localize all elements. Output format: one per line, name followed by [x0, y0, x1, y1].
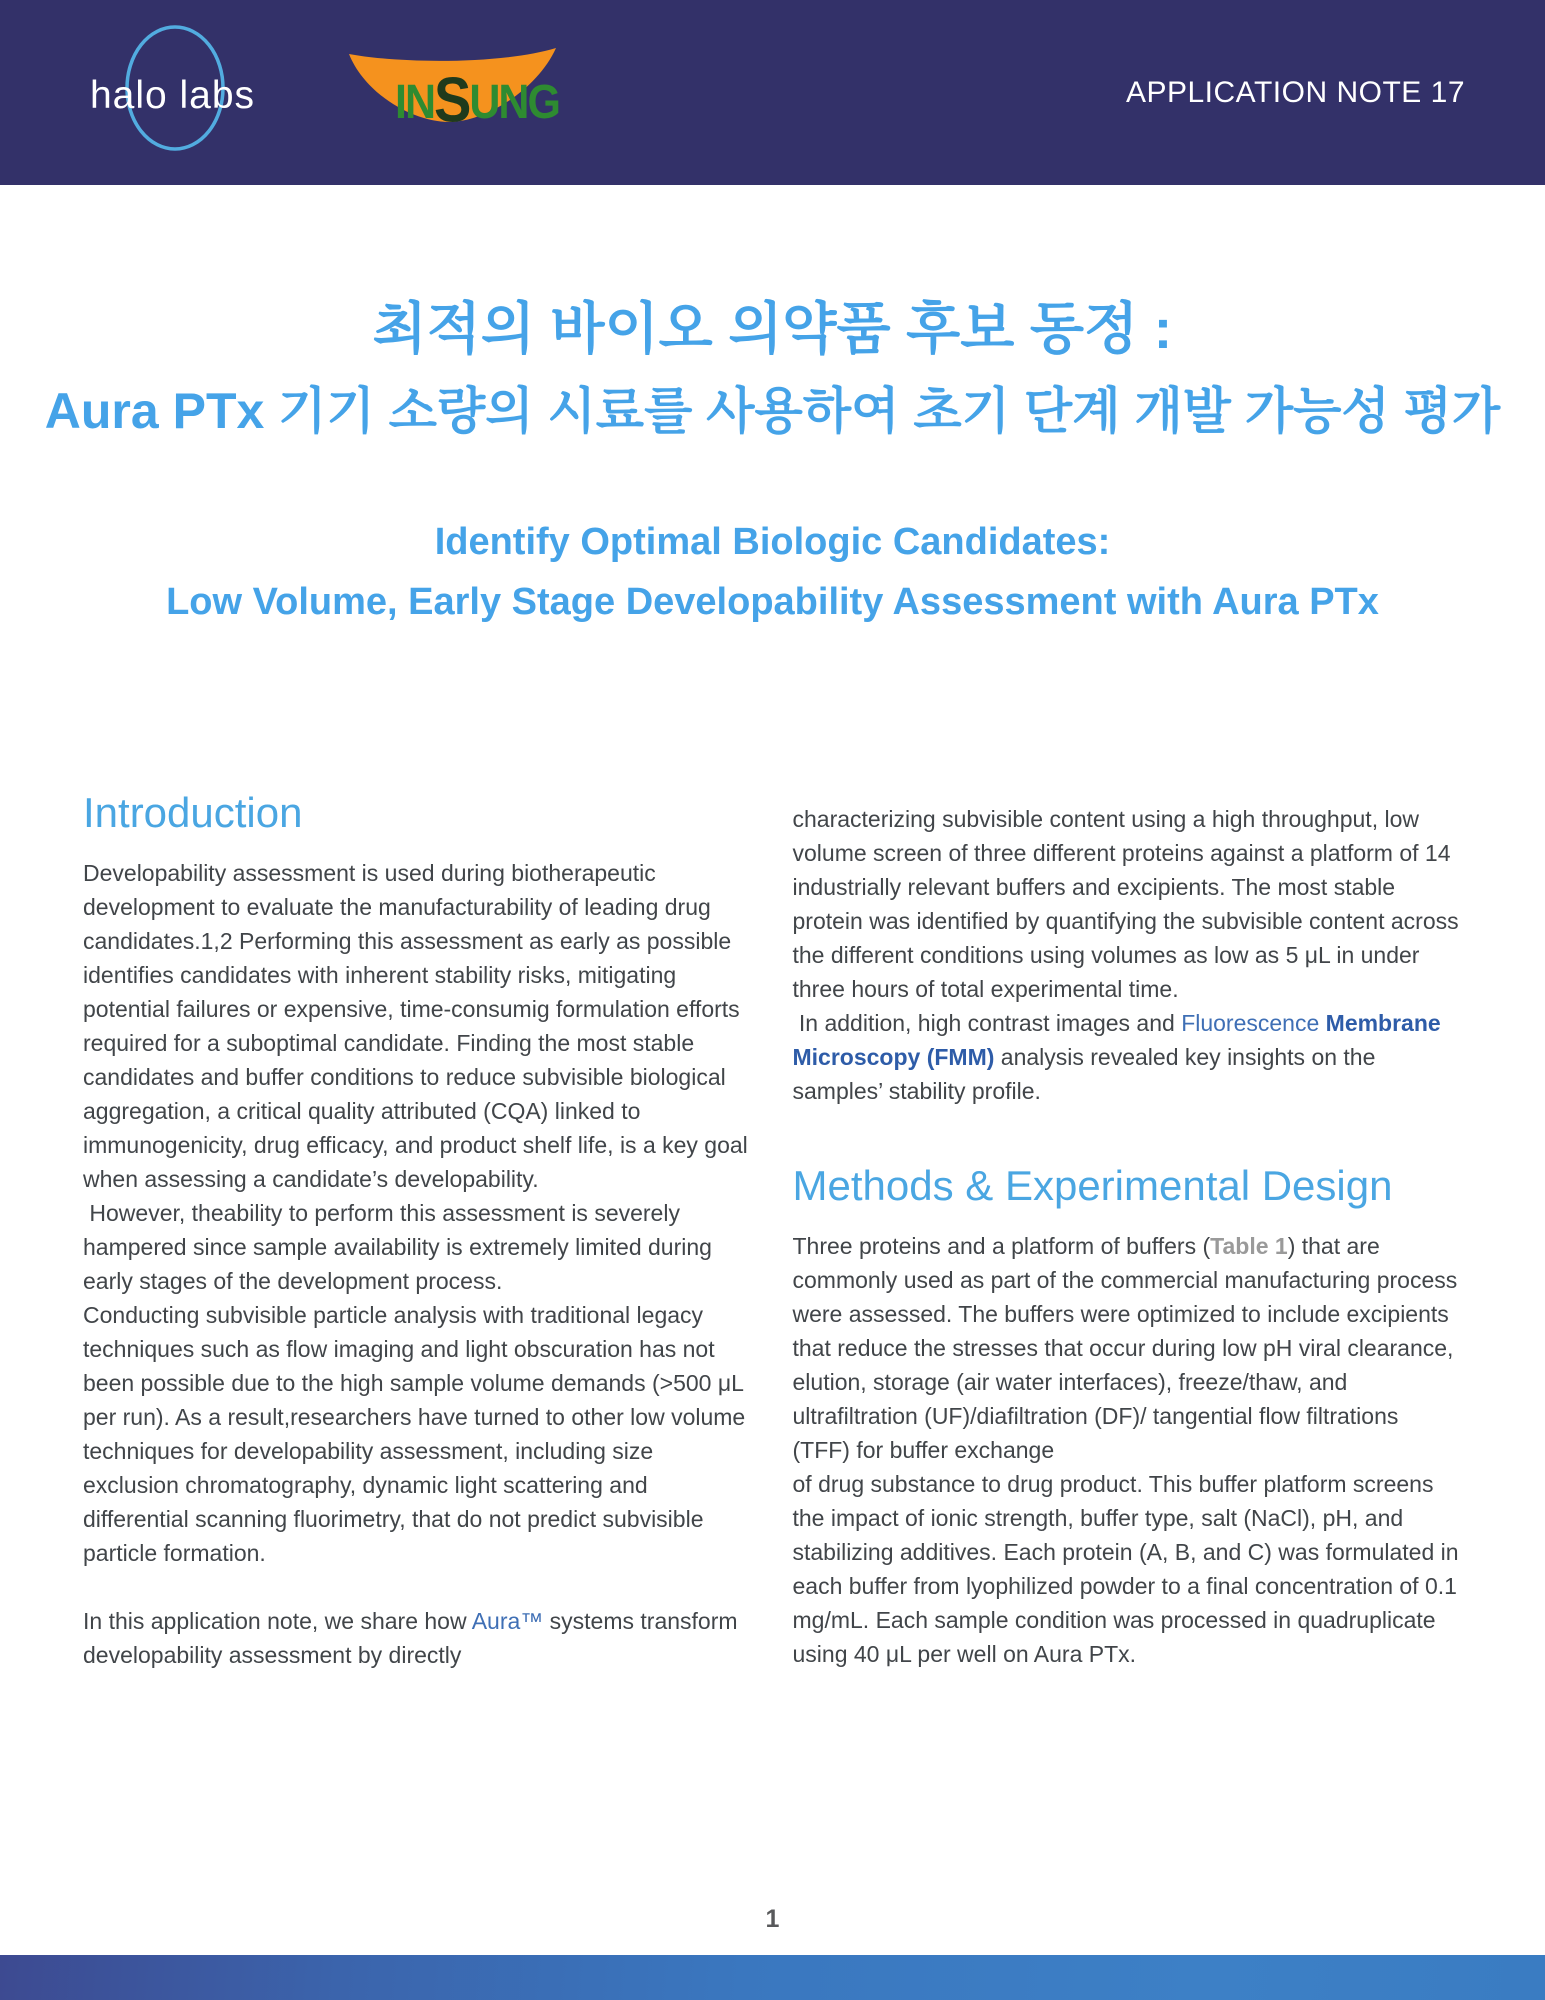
text-run: ) that are commonly used as part of the commercial manufacturing process were assessed. The buffers were optimized to include excipients that reduce the stresses that occur during low pH viral clearance, elution, storage (air water interfaces), freeze/thaw, and ultrafiltration (UF)/diafiltration (DF)/ tangential flow filtrations (TFF) for buffer exchange	[792, 1233, 1464, 1463]
insung-logo	[345, 0, 560, 185]
methods-paragraph-1	[792, 1229, 1464, 1467]
text-run: Developability assessment is used during biotherapeutic development to evaluate the manufacturability of leading drug candidates.1,2 Performing this assessment as early as possible identifies candidates with inherent stability risks, mitigating potential failures or expensive, time-consumig formulation efforts required for a suboptimal candidate. Finding the most stable candidates and buffer conditions to reduce subvisible biological aggregation, a critical quality attributed (CQA) linked to immunogenicity, drug efficacy, and product shelf life, is a key goal when assessing a candidate’s developability.	[83, 860, 755, 1192]
left-column	[83, 787, 755, 1672]
title-korean-line2: Aura PTx 기기 소량의 시료를 사용하여 초기 단계 개발 가능성 평가	[44, 383, 1501, 439]
text-run: However, theability to perform this assessment is severely hampered since sample availability is extremely limited during early stages of the development process.	[83, 1200, 719, 1294]
text-run: Three proteins and a platform of buffers (	[792, 1233, 1211, 1259]
insung-text-post: UNG	[469, 75, 559, 130]
text-run: In this application note, we share how	[83, 1608, 472, 1634]
text-run: characterizing subvisible content using a high throughput, low volume screen of three different proteins against a platform of 14 industrially relevant buffers and excipients. The most stable protein was identified by quantifying the subvisible content across the different conditions using volumes as low as 5 μL in under three hours of total experimental time.	[792, 806, 1466, 1002]
methods-paragraph-2	[792, 1467, 1465, 1671]
header-bar	[0, 0, 1545, 185]
methods-heading: Methods & Experimental Design	[792, 1162, 1393, 1209]
text-run: systems transform developability assessment by directly	[83, 1608, 744, 1668]
halo-labs-logo	[55, 0, 290, 185]
right-column	[792, 787, 1466, 1672]
title-english-line2: Low Volume, Early Stage Developability Assessment with Aura PTx	[166, 581, 1379, 623]
text-run: analysis revealed key insights on the samples’ stability profile.	[792, 1044, 1382, 1104]
inline-link[interactable]: Membrane Microscopy (FMM)	[792, 1010, 1448, 1070]
intro-continuation-paragraph-1	[792, 787, 1466, 1006]
intro-paragraph-1	[83, 856, 755, 1196]
body-content	[83, 787, 1466, 1672]
intro-paragraph-3	[83, 1298, 751, 1570]
intro-continuation-paragraph-2	[793, 1006, 1461, 1108]
text-run: Conducting subvisible particle analysis with traditional legacy techniques such as flow imaging and light obscuration has not been possible due to the high sample volume demands (>500 μL per run). As a result,researchers have turned to other low volume techniques for developability assessment, including size exclusion chromatography, dynamic light scattering and differential scanning fluorimetry, that do not predict subvisible particle formation.	[83, 1302, 752, 1566]
text-run: of drug substance to drug product. This buffer platform screens the impact of ionic strength, buffer type, salt (NaCl), pH, and stabilizing additives. Each protein (A, B, and C) was formulated in each buffer from lyophilized powder to a final concentration of 0.1 mg/mL. Each sample condition was processed in quadruplicate using 40 μL per well on Aura PTx.	[792, 1471, 1465, 1667]
inline-link[interactable]: Fluorescence	[1181, 1010, 1326, 1036]
halo-labs-logo-text: halo labs	[89, 73, 256, 117]
page-number: 1	[765, 1905, 780, 1933]
title-english-line1: Identify Optimal Biologic Candidates:	[434, 521, 1111, 563]
text-run: Table 1	[1210, 1233, 1288, 1259]
inline-link[interactable]: Aura™	[471, 1608, 544, 1634]
title-english	[0, 512, 1545, 632]
text-run: In addition, high contrast images and	[792, 1010, 1182, 1036]
insung-logo-text	[395, 60, 559, 136]
title-korean-line1: 최적의 바이오 의약품 후보 동정 :	[372, 297, 1173, 360]
insung-text-pre: IN	[395, 75, 434, 130]
intro-paragraph-4	[83, 1604, 751, 1672]
application-note-label: APPLICATION NOTE 17	[1125, 75, 1465, 109]
insung-text-s: S	[434, 64, 470, 136]
introduction-heading: Introduction	[83, 789, 303, 836]
footer-bar	[0, 1955, 1545, 2000]
intro-paragraph-2	[83, 1196, 751, 1298]
